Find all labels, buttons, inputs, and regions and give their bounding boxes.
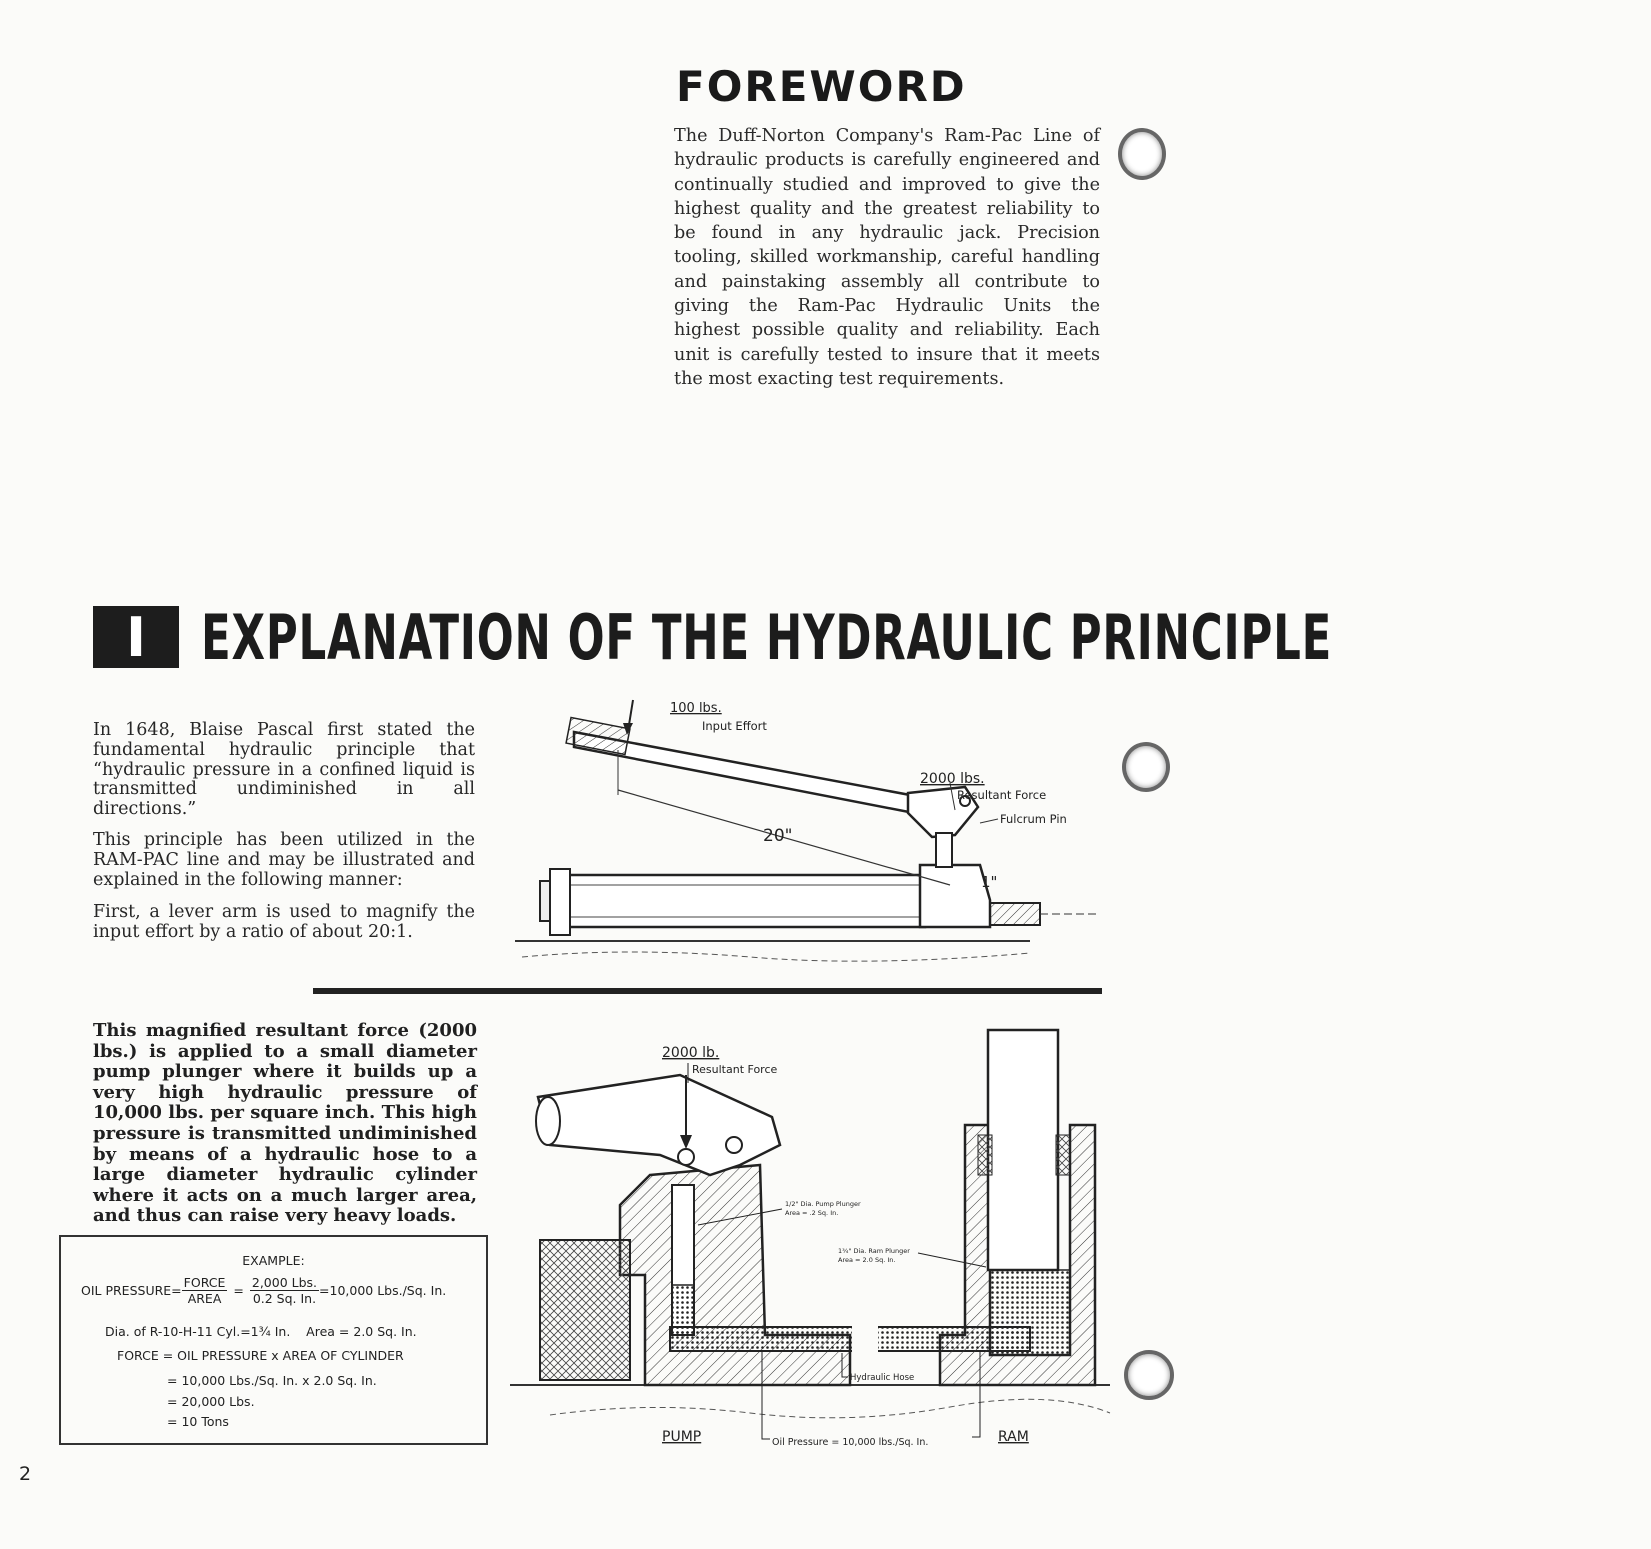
figure-lever-pump bbox=[510, 695, 1110, 970]
reservoir bbox=[540, 1240, 630, 1380]
foreword-body: The Duff-Norton Company's Ram-Pac Line of hydraulic products is carefully engineered and continually studied and improved to give the highest quality and the greatest reliability to be found in any hydraulic jack. Precision tooling, skilled workmanship, careful handling and painstaking assembly all contribute to giving the Ram-Pac Hydraulic Units the highest possible quality and reliability. Each unit is carefully tested to insure that it meets the most exacting test requirements. bbox=[674, 126, 1100, 389]
oil-pressure-equation: OIL PRESSURE= $\frac{\text{FORCE}}{\text{AREA}}$ = $\frac{\text{2,000 Lbs.}}{0.2 Sq. In.}$ =10,000 Lbs./Sq. In. bbox=[81, 1275, 447, 1306]
ram-label: RAM bbox=[998, 1429, 1029, 1445]
oil-pressure-result: =10,000 Lbs./Sq. In. bbox=[319, 1283, 447, 1298]
system-resultant-label: Resultant Force bbox=[692, 1063, 778, 1076]
section-divider bbox=[313, 988, 1102, 994]
input-effort-label: Input Effort bbox=[702, 719, 767, 733]
section-title: EXPLANATION OF THE HYDRAULIC PRINCIPLE bbox=[201, 600, 1333, 674]
hose-fitting bbox=[990, 903, 1040, 925]
area-value: 0.2 Sq. In. bbox=[252, 1291, 317, 1306]
system-resultant-value: 2000 lb. bbox=[662, 1045, 720, 1061]
binder-hole-middle bbox=[1122, 742, 1170, 792]
ram-note-1: 1¾" Dia. Ram Plunger bbox=[838, 1247, 910, 1255]
calc-line-2: = 20,000 Lbs. bbox=[167, 1394, 255, 1409]
binder-hole-bottom bbox=[1124, 1350, 1174, 1400]
diameter-line: Dia. of R-10-H-11 Cyl.=1¾ In. Area = 2.0 Sq. In. bbox=[105, 1324, 417, 1339]
page-number: 2 bbox=[19, 1463, 32, 1485]
ram-oil bbox=[990, 1270, 1070, 1355]
example-heading: EXAMPLE: bbox=[242, 1253, 305, 1268]
paragraph-magnified-force: This magnified resultant force (2000 lbs.) is applied to a small diameter pump plunger where it builds up a very high hydraulic pressure of 10,000 lbs. per square inch. This high pressure is transmitted undiminished by means of a hydraulic hose to a large diameter hydraulic cylinder where it acts on a much larger area, and thus can raise very heavy loads. bbox=[93, 1020, 477, 1227]
force-value: 2,000 Lbs. bbox=[251, 1275, 318, 1290]
pump-handle bbox=[538, 1075, 780, 1175]
short-arm-label: 1" bbox=[981, 873, 998, 891]
area-word: AREA bbox=[187, 1291, 222, 1306]
calc-line-3: = 10 Tons bbox=[167, 1414, 229, 1429]
fulcrum-pin-label: Fulcrum Pin bbox=[1000, 812, 1067, 826]
paragraph-pascal: In 1648, Blaise Pascal first stated the fundamental hydraulic principle that “hydraulic pressure in a confined liquid is transmitted undiminished in all directions.” bbox=[93, 720, 475, 820]
pump-cylinder bbox=[565, 875, 925, 927]
formula-line: FORCE = OIL PRESSURE x AREA OF CYLINDER bbox=[117, 1348, 404, 1363]
ram-note-2: Area = 2.0 Sq. In. bbox=[838, 1256, 896, 1264]
binder-hole-top bbox=[1118, 128, 1166, 180]
plunger-note-1: 1/2" Dia. Pump Plunger bbox=[785, 1200, 861, 1208]
example-box bbox=[59, 1235, 488, 1445]
figure-hydraulic-system bbox=[510, 1035, 1110, 1455]
value-fraction bbox=[250, 1275, 319, 1306]
pump-label: PUMP bbox=[662, 1429, 702, 1445]
calc-line-1: = 10,000 Lbs./Sq. In. x 2.0 Sq. In. bbox=[167, 1373, 377, 1388]
section-number-badge: I bbox=[93, 606, 179, 668]
paragraph-principle: This principle has been utilized in the RAM-PAC line and may be illustrated and explained in the following manner: bbox=[93, 830, 475, 890]
ram-plunger bbox=[988, 1030, 1058, 1270]
oil-pressure-label: Oil Pressure = 10,000 lbs./Sq. In. bbox=[772, 1437, 929, 1448]
force-area-fraction bbox=[182, 1275, 228, 1306]
long-arm-label: 20" bbox=[763, 826, 793, 846]
paragraph-lever: First, a lever arm is used to magnify the input effort by a ratio of about 20:1. bbox=[93, 902, 475, 942]
input-force-value: 100 lbs. bbox=[670, 701, 722, 716]
hose-label: Hydraulic Hose bbox=[850, 1373, 915, 1383]
resultant-force-value: 2000 lbs. bbox=[920, 771, 985, 787]
oil-pressure-label: OIL PRESSURE= bbox=[81, 1283, 182, 1298]
foreword-title: FOREWORD bbox=[676, 62, 967, 111]
plunger-note-2: Area = .2 Sq. In. bbox=[785, 1209, 839, 1217]
section-heading bbox=[93, 602, 1651, 672]
force-word: FORCE bbox=[183, 1275, 226, 1290]
resultant-force-label: Resultant Force bbox=[957, 788, 1047, 802]
